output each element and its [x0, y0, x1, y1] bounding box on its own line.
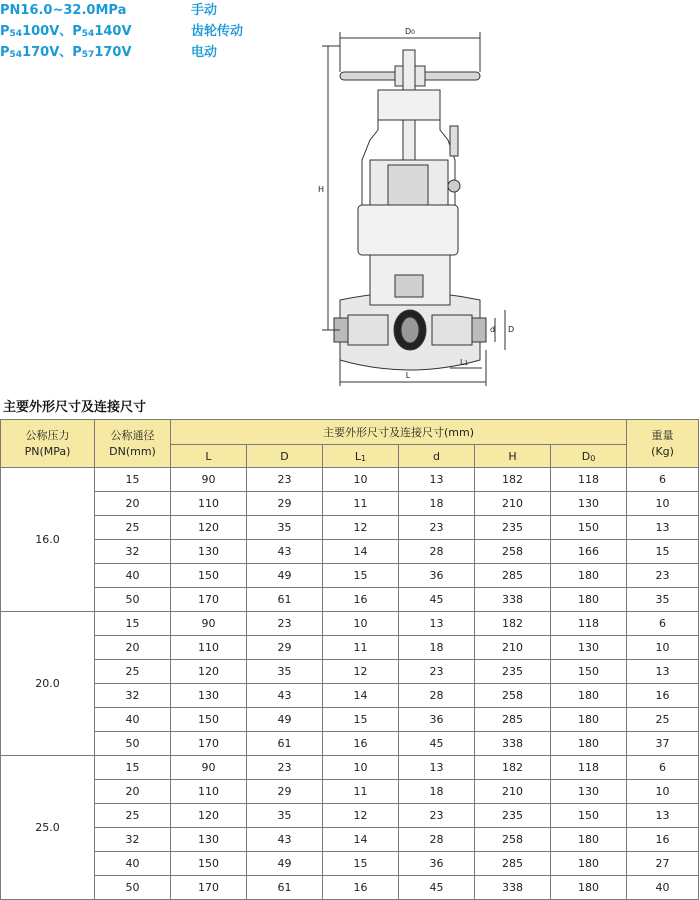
table-cell: 180 — [551, 564, 627, 588]
table-cell: 43 — [247, 684, 323, 708]
table-cell: 29 — [247, 780, 323, 804]
pressure-cell: 20.0 — [1, 612, 95, 756]
table-cell: 18 — [399, 780, 475, 804]
label-d0 — [405, 27, 415, 36]
table-cell: 15 — [95, 468, 171, 492]
col-header-dim-main: d — [433, 449, 440, 463]
table-cell: 16 — [323, 732, 399, 756]
table-cell: 25 — [95, 804, 171, 828]
table-cell: 120 — [171, 516, 247, 540]
table-cell: 12 — [323, 516, 399, 540]
table-cell: 118 — [551, 756, 627, 780]
table-cell: 61 — [247, 876, 323, 900]
table-cell: 10 — [323, 756, 399, 780]
table-cell: 130 — [551, 492, 627, 516]
header-line-3-desc: 电动 — [191, 45, 218, 60]
table-cell: 36 — [399, 564, 475, 588]
table-cell: 150 — [171, 708, 247, 732]
header-line-3-part: 170V — [94, 45, 132, 60]
col-header-diameter — [95, 420, 171, 468]
table-cell: 180 — [551, 708, 627, 732]
header-line-3-part: 170V、P — [22, 45, 82, 60]
table-cell: 150 — [551, 660, 627, 684]
table-cell: 258 — [475, 684, 551, 708]
header-line-3-sub: 57 — [81, 50, 95, 60]
table-cell: 13 — [627, 516, 699, 540]
table-cell: 120 — [171, 804, 247, 828]
table-row — [1, 780, 699, 804]
table-cell: 37 — [627, 732, 699, 756]
table-cell: 23 — [247, 468, 323, 492]
table-cell: 130 — [171, 828, 247, 852]
table-cell: 40 — [95, 708, 171, 732]
table-cell: 170 — [171, 588, 247, 612]
table-cell: 14 — [323, 828, 399, 852]
pressure-cell: 16.0 — [1, 468, 95, 612]
label-d-large: D — [508, 325, 515, 334]
table-cell: 180 — [551, 828, 627, 852]
col-header-dim-5 — [551, 445, 627, 468]
col-header-dim-3 — [399, 445, 475, 468]
table-cell: 182 — [475, 468, 551, 492]
table-row — [1, 612, 699, 636]
table-row — [1, 516, 699, 540]
table-cell: 40 — [95, 564, 171, 588]
table-cell: 50 — [95, 732, 171, 756]
label-d0-main: D — [405, 27, 412, 36]
header-line-2-part: 140V — [94, 24, 132, 39]
table-cell: 49 — [247, 708, 323, 732]
table-cell: 235 — [475, 804, 551, 828]
table-cell: 15 — [323, 852, 399, 876]
table-cell: 35 — [627, 588, 699, 612]
table-cell: 285 — [475, 708, 551, 732]
table-cell: 35 — [247, 516, 323, 540]
header-line-2-sub: 54 — [81, 29, 95, 39]
table-cell: 15 — [627, 540, 699, 564]
label-d-small: d — [490, 325, 496, 334]
table-row — [1, 660, 699, 684]
table-cell: 182 — [475, 612, 551, 636]
table-cell: 49 — [247, 852, 323, 876]
table-cell: 285 — [475, 852, 551, 876]
table-cell: 338 — [475, 876, 551, 900]
table-cell: 43 — [247, 540, 323, 564]
table-cell: 338 — [475, 588, 551, 612]
table-cell: 210 — [475, 780, 551, 804]
col-header-diameter-line2: DN(mm) — [109, 444, 156, 458]
table-cell: 110 — [171, 492, 247, 516]
table-cell: 45 — [399, 732, 475, 756]
table-row — [1, 636, 699, 660]
header-line-3-part: P — [0, 45, 10, 60]
col-header-dim-main: L — [354, 449, 362, 463]
table-cell: 14 — [323, 540, 399, 564]
table-cell: 20 — [95, 636, 171, 660]
table-cell: 14 — [323, 684, 399, 708]
table-cell: 180 — [551, 732, 627, 756]
col-header-weight-line1: 重量 — [651, 428, 674, 442]
col-header-dim-main: D — [280, 449, 289, 463]
dimensions-table — [0, 419, 699, 900]
header-line-2-part: P — [0, 24, 10, 39]
valve-outline — [322, 32, 505, 386]
table-cell: 50 — [95, 876, 171, 900]
table-cell: 180 — [551, 588, 627, 612]
table-cell: 16 — [323, 588, 399, 612]
table-row — [1, 852, 699, 876]
header-line-2-desc: 齿轮传动 — [191, 24, 244, 39]
table-cell: 36 — [399, 708, 475, 732]
table-cell: 23 — [399, 516, 475, 540]
label-l: L — [405, 371, 411, 380]
table-row — [1, 588, 699, 612]
table-body — [1, 468, 699, 900]
table-cell: 110 — [171, 636, 247, 660]
table-cell: 11 — [323, 780, 399, 804]
pressure-cell: 25.0 — [1, 756, 95, 900]
table-cell: 15 — [323, 564, 399, 588]
table-cell: 45 — [399, 876, 475, 900]
table-cell: 6 — [627, 756, 699, 780]
table-cell: 11 — [323, 492, 399, 516]
table-cell: 16 — [627, 684, 699, 708]
table-cell: 28 — [399, 540, 475, 564]
table-row — [1, 756, 699, 780]
table-cell: 6 — [627, 468, 699, 492]
header-line-1-desc: 手动 — [191, 3, 218, 18]
table-cell: 25 — [95, 660, 171, 684]
valve-drawing-svg — [300, 10, 520, 390]
table-row — [1, 540, 699, 564]
label-l1 — [460, 358, 468, 367]
col-header-pressure-line1: 公称压力 — [25, 428, 70, 442]
table-cell: 285 — [475, 564, 551, 588]
col-header-dim-main: H — [508, 449, 517, 463]
table-cell: 45 — [399, 588, 475, 612]
table-cell: 23 — [399, 804, 475, 828]
table-cell: 12 — [323, 804, 399, 828]
table-cell: 6 — [627, 612, 699, 636]
table-row — [1, 804, 699, 828]
table-cell: 28 — [399, 828, 475, 852]
header-line-3 — [0, 42, 132, 64]
col-header-pressure-line2: PN(MPa) — [24, 444, 71, 458]
table-cell: 210 — [475, 492, 551, 516]
table-cell: 180 — [551, 852, 627, 876]
label-d0-sub: 0 — [411, 29, 415, 36]
table-cell: 130 — [171, 540, 247, 564]
section-title: 主要外形尺寸及连接尺寸 — [3, 400, 147, 415]
table-cell: 25 — [95, 516, 171, 540]
table-cell: 32 — [95, 540, 171, 564]
col-header-weight-line2: (Kg) — [651, 444, 674, 458]
table-cell: 32 — [95, 828, 171, 852]
table-row — [1, 828, 699, 852]
table-cell: 40 — [95, 852, 171, 876]
table-cell: 15 — [95, 612, 171, 636]
col-header-diameter-line1: 公称通径 — [110, 428, 155, 442]
table-cell: 10 — [323, 468, 399, 492]
header-line-1 — [0, 0, 126, 22]
table-cell: 11 — [323, 636, 399, 660]
table-cell: 61 — [247, 732, 323, 756]
table-cell: 130 — [171, 684, 247, 708]
table-cell: 27 — [627, 852, 699, 876]
table-cell: 29 — [247, 492, 323, 516]
table-row — [1, 684, 699, 708]
table-cell: 20 — [95, 492, 171, 516]
table-cell: 338 — [475, 732, 551, 756]
table-cell: 29 — [247, 636, 323, 660]
table-cell: 170 — [171, 732, 247, 756]
label-l1-main: L — [460, 358, 465, 367]
header-line-3-sub: 54 — [9, 50, 23, 60]
table-cell: 10 — [627, 492, 699, 516]
table-cell: 18 — [399, 492, 475, 516]
header-line-2 — [0, 21, 132, 43]
col-header-pressure — [1, 420, 95, 468]
label-l1-sub: 1 — [464, 360, 469, 367]
table-cell: 35 — [247, 804, 323, 828]
table-cell: 210 — [475, 636, 551, 660]
table-cell: 50 — [95, 588, 171, 612]
table-cell: 10 — [627, 636, 699, 660]
table-cell: 23 — [627, 564, 699, 588]
label-h: H — [318, 185, 325, 194]
header-line-2-sub: 54 — [9, 29, 23, 39]
table-cell: 182 — [475, 756, 551, 780]
table-cell: 13 — [627, 660, 699, 684]
table-cell: 61 — [247, 588, 323, 612]
col-header-weight — [627, 420, 699, 468]
table-cell: 90 — [171, 756, 247, 780]
header-line-1-text: PN16.0~32.0MPa — [0, 3, 127, 18]
valve-drawing — [300, 10, 520, 390]
table-cell: 13 — [627, 804, 699, 828]
table-cell: 170 — [171, 876, 247, 900]
col-header-dim-main: D — [581, 449, 591, 463]
table-cell: 15 — [95, 756, 171, 780]
table-cell: 120 — [171, 660, 247, 684]
table-cell: 258 — [475, 828, 551, 852]
col-header-dim-main: L — [205, 449, 212, 463]
table-cell: 23 — [247, 612, 323, 636]
table-cell: 180 — [551, 684, 627, 708]
table-cell: 235 — [475, 660, 551, 684]
table-cell: 36 — [399, 852, 475, 876]
header-line-2-part: 100V、P — [22, 24, 82, 39]
table-cell: 166 — [551, 540, 627, 564]
col-header-dim-2 — [323, 445, 399, 468]
table-cell: 118 — [551, 468, 627, 492]
col-header-dim-4 — [475, 445, 551, 468]
table-cell: 110 — [171, 780, 247, 804]
table-cell: 23 — [399, 660, 475, 684]
table-cell: 23 — [247, 756, 323, 780]
table-cell: 258 — [475, 540, 551, 564]
table-cell: 150 — [171, 564, 247, 588]
col-header-dim-sub: 1 — [361, 453, 367, 463]
table-row — [1, 492, 699, 516]
table-cell: 90 — [171, 612, 247, 636]
table-cell: 150 — [171, 852, 247, 876]
table-cell: 13 — [399, 612, 475, 636]
table-cell: 235 — [475, 516, 551, 540]
table-row — [1, 732, 699, 756]
header — [0, 0, 300, 70]
table-cell: 10 — [323, 612, 399, 636]
table-cell: 10 — [627, 780, 699, 804]
table-cell: 18 — [399, 636, 475, 660]
table-row — [1, 876, 699, 900]
table-cell: 49 — [247, 564, 323, 588]
table-cell: 150 — [551, 804, 627, 828]
table-row — [1, 468, 699, 492]
table-row — [1, 708, 699, 732]
table-cell: 130 — [551, 780, 627, 804]
table-cell: 12 — [323, 660, 399, 684]
table-cell: 40 — [627, 876, 699, 900]
table-cell: 20 — [95, 780, 171, 804]
table-cell: 43 — [247, 828, 323, 852]
table-cell: 32 — [95, 684, 171, 708]
col-header-dim-sub: 0 — [590, 453, 596, 463]
col-header-dim-1 — [247, 445, 323, 468]
table-cell: 25 — [627, 708, 699, 732]
table-cell: 13 — [399, 468, 475, 492]
table-row — [1, 564, 699, 588]
table-cell: 150 — [551, 516, 627, 540]
table-cell: 28 — [399, 684, 475, 708]
table-cell: 16 — [627, 828, 699, 852]
col-header-dim-0 — [171, 445, 247, 468]
table-cell: 118 — [551, 612, 627, 636]
table-cell: 35 — [247, 660, 323, 684]
table-cell: 180 — [551, 876, 627, 900]
table-cell: 16 — [323, 876, 399, 900]
table-cell: 15 — [323, 708, 399, 732]
table-cell: 90 — [171, 468, 247, 492]
col-header-dims-group: 主要外形尺寸及连接尺寸(mm) — [171, 420, 627, 445]
table-cell: 130 — [551, 636, 627, 660]
table-cell: 13 — [399, 756, 475, 780]
